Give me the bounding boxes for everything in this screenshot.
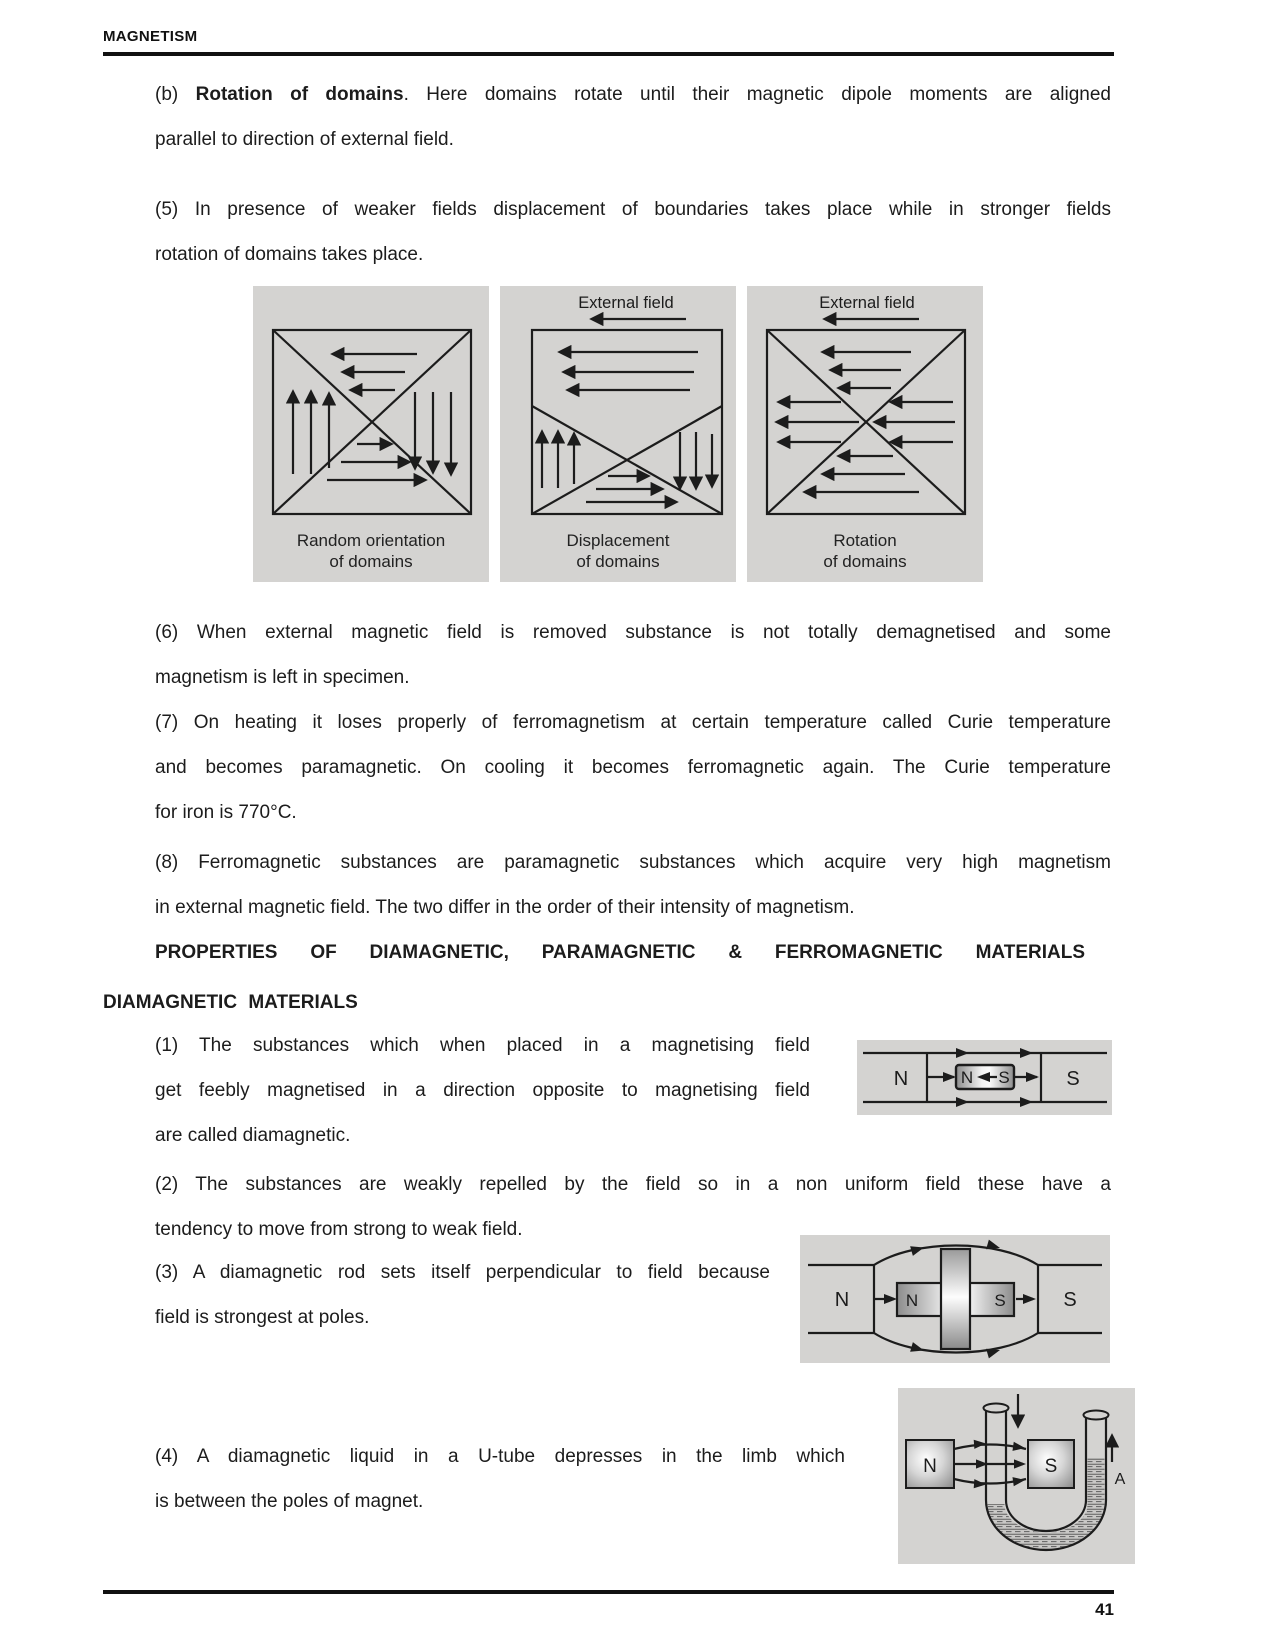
figure-random-orientation bbox=[253, 286, 489, 582]
caption-line: of domains bbox=[823, 552, 907, 571]
paragraph-5 bbox=[155, 187, 1111, 277]
text-line: parallel to direction of external field. bbox=[155, 129, 454, 150]
para-b-bold-phrase: Rotation of domains bbox=[195, 84, 404, 105]
figure-rod-perpendicular bbox=[800, 1235, 1110, 1363]
caption-line: Displacement bbox=[566, 531, 670, 550]
bar-between-poles-diagram bbox=[857, 1040, 1112, 1115]
figure-caption bbox=[297, 530, 445, 572]
external-field-label: External field bbox=[819, 294, 915, 312]
paragraph-b bbox=[155, 72, 1111, 162]
magnet-s-label: S bbox=[994, 1291, 1006, 1310]
footer-rule bbox=[103, 1590, 1114, 1594]
pole-s-label: S bbox=[1066, 1068, 1080, 1090]
figure-caption bbox=[567, 530, 670, 572]
text-line: (7) On heating it loses properly of ferromagnetism at certain temperature called Curie temperature bbox=[155, 712, 1111, 733]
figure-rotation bbox=[747, 286, 983, 582]
paragraph-1 bbox=[155, 1023, 810, 1158]
page-title: MAGNETISM bbox=[103, 28, 198, 45]
text-line: tendency to move from strong to weak field. bbox=[155, 1219, 523, 1240]
para-b-prefix: (b) bbox=[155, 84, 196, 105]
text-line: get feebly magnetised in a direction opposite to magnetising field bbox=[155, 1080, 810, 1101]
text-line: and becomes paramagnetic. On cooling it becomes ferromagnetic again. The Curie temperature bbox=[155, 757, 1111, 778]
utube-diagram bbox=[898, 1388, 1135, 1564]
text-line: (8) Ferromagnetic substances are paramagnetic substances which acquire very high magnetism bbox=[155, 852, 1111, 873]
text-line: (2) The substances are weakly repelled by the field so in a non uniform field these have a bbox=[155, 1174, 1111, 1195]
magnet-n-label: N bbox=[905, 1291, 919, 1310]
random-orientation-diagram bbox=[253, 286, 489, 520]
text-line: for iron is 770°C. bbox=[155, 802, 297, 823]
pole-n-label: N bbox=[834, 1289, 850, 1311]
paragraph-8 bbox=[155, 840, 1111, 930]
text-line: magnetism is left in specimen. bbox=[155, 667, 410, 688]
text-line: rotation of domains takes place. bbox=[155, 244, 424, 265]
paragraph-3 bbox=[155, 1250, 770, 1340]
text-line: field is strongest at poles. bbox=[155, 1307, 370, 1328]
specimen-s-label: S bbox=[998, 1068, 1010, 1087]
text-line: (5) In presence of weaker fields displacement of boundaries takes place while in stronger fields bbox=[155, 199, 1111, 220]
text-line: (1) The substances which when placed in a magnetising field bbox=[155, 1035, 810, 1056]
figure-utube bbox=[898, 1388, 1135, 1564]
figure-caption bbox=[823, 530, 906, 572]
pole-s-label: S bbox=[1044, 1456, 1058, 1477]
caption-line: of domains bbox=[576, 552, 660, 571]
paragraph-6 bbox=[155, 610, 1111, 700]
paragraph-4 bbox=[155, 1434, 845, 1524]
pole-n-label: N bbox=[923, 1456, 937, 1477]
point-a-label: A bbox=[1114, 1471, 1126, 1488]
pole-n-label: N bbox=[893, 1068, 909, 1090]
para-b-rest: . Here domains rotate until their magnetic dipole moments are aligned bbox=[403, 84, 1112, 105]
header-rule bbox=[103, 52, 1114, 56]
pole-s-label: S bbox=[1063, 1289, 1077, 1311]
caption-line: Random orientation bbox=[296, 531, 446, 550]
text-line: (6) When external magnetic field is removed substance is not totally demagnetised and some bbox=[155, 622, 1111, 643]
specimen-n-label: N bbox=[960, 1068, 974, 1087]
caption-line: Rotation bbox=[833, 531, 897, 550]
text-line: is between the poles of magnet. bbox=[155, 1491, 424, 1512]
page-number: 41 bbox=[1095, 1600, 1114, 1619]
heading-properties: PROPERTIES OF DIAMAGNETIC, PARAMAGNETIC & FERROMAGNETIC MATERIALS bbox=[155, 942, 1085, 963]
paragraph-7 bbox=[155, 700, 1111, 835]
text-line: in external magnetic field. The two differ in the order of their intensity of magnetism. bbox=[155, 897, 855, 918]
figure-bar-between-poles bbox=[857, 1040, 1112, 1115]
figure-displacement bbox=[500, 286, 736, 582]
rotation-diagram bbox=[747, 286, 983, 520]
text-line: (4) A diamagnetic liquid in a U-tube depresses in the limb which bbox=[155, 1446, 845, 1467]
heading-diamagnetic-materials: DIAMAGNETIC MATERIALS bbox=[103, 992, 358, 1013]
caption-line: of domains bbox=[329, 552, 413, 571]
text-line bbox=[155, 72, 1111, 117]
text-line: are called diamagnetic. bbox=[155, 1125, 351, 1146]
external-field-label: External field bbox=[578, 294, 674, 312]
rod-perpendicular-diagram bbox=[800, 1235, 1110, 1363]
displacement-diagram bbox=[500, 286, 736, 520]
text-line: (3) A diamagnetic rod sets itself perpendicular to field because bbox=[155, 1262, 770, 1283]
